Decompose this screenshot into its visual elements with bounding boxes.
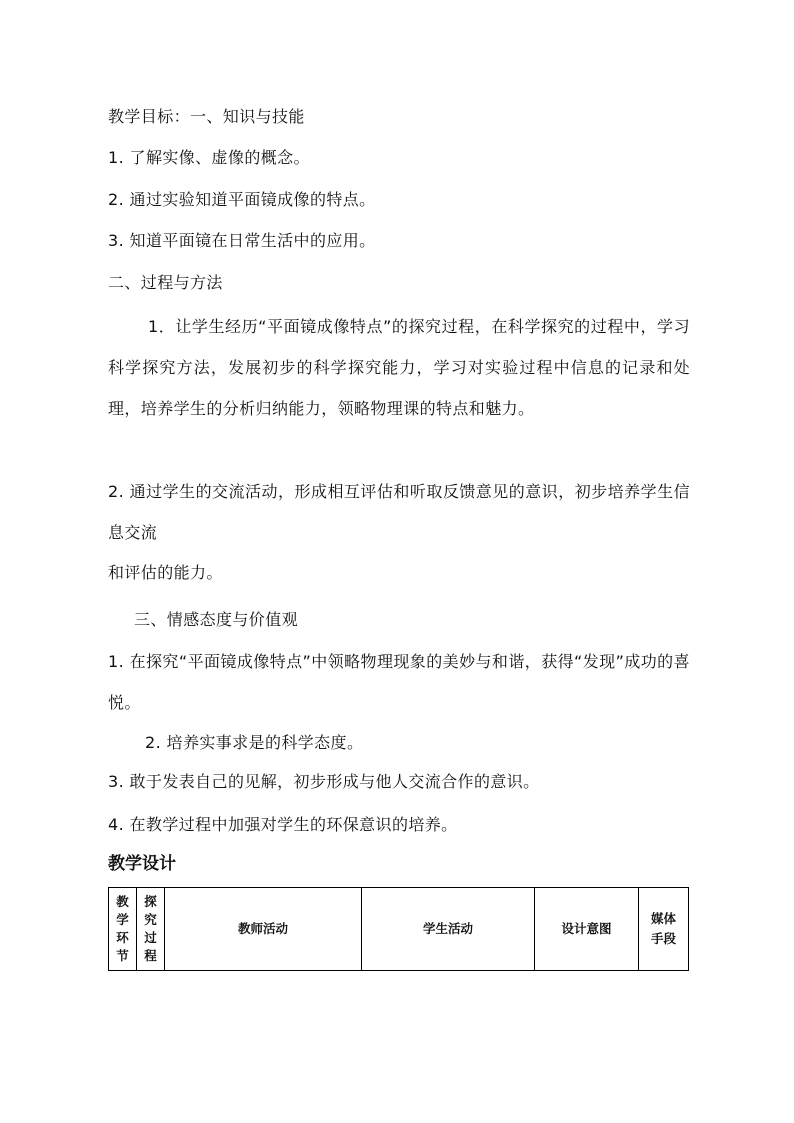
process-method-title: 二、过程与方法 [108,273,223,292]
header-design-intent: 设计意图 [535,888,639,971]
header-student-activity: 学生活动 [362,888,535,971]
process-item-2-continuation: 和评估的能力。 [108,563,223,582]
attitude-item-2: 2. 培养实事求是的科学态度。 [145,733,364,752]
attitude-item-4: 4. 在教学过程中加强对学生的环保意识的培养。 [108,815,458,834]
knowledge-item-3: 3. 知道平面镜在日常生活中的应用。 [108,231,376,250]
process-item-1: 1．让学生经历“平面镜成像特点”的探究过程，在科学探究的过程中，学习科学探究方法，发展初步的科学探究能力，学习对实验过程中信息的记录和处理，培养学生的分析归纳能力，领略物理课的特点和魅力。 [108,317,690,418]
attitude-item-1: 1. 在探究“平面镜成像特点”中领略物理现象的美妙与和谐，获得“发现”成功的喜悦。 [108,652,690,712]
knowledge-item-1: 1. 了解实像、虚像的概念。 [108,148,310,167]
header-inquiry-process: 探究过程 [137,888,165,971]
lesson-design-table [108,887,689,971]
attitude-values-title: 三、情感态度与价值观 [134,610,299,629]
header-teaching-stage: 教学环节 [109,888,137,971]
design-heading: 教学设计 [108,854,176,874]
objectives-title: 教学目标：一、知识与技能 [108,107,305,126]
header-media-means: 媒体手段 [639,888,689,971]
attitude-item-3: 3. 敢于发表自己的见解，初步形成与他人交流合作的意识。 [108,772,540,791]
table-header-row [109,888,689,971]
knowledge-item-2: 2. 通过实验知道平面镜成像的特点。 [108,190,376,209]
header-teacher-activity: 教师活动 [165,888,362,971]
process-item-2: 2. 通过学生的交流活动，形成相互评估和听取反馈意见的意识，初步培养学生信息交流 [108,482,690,542]
